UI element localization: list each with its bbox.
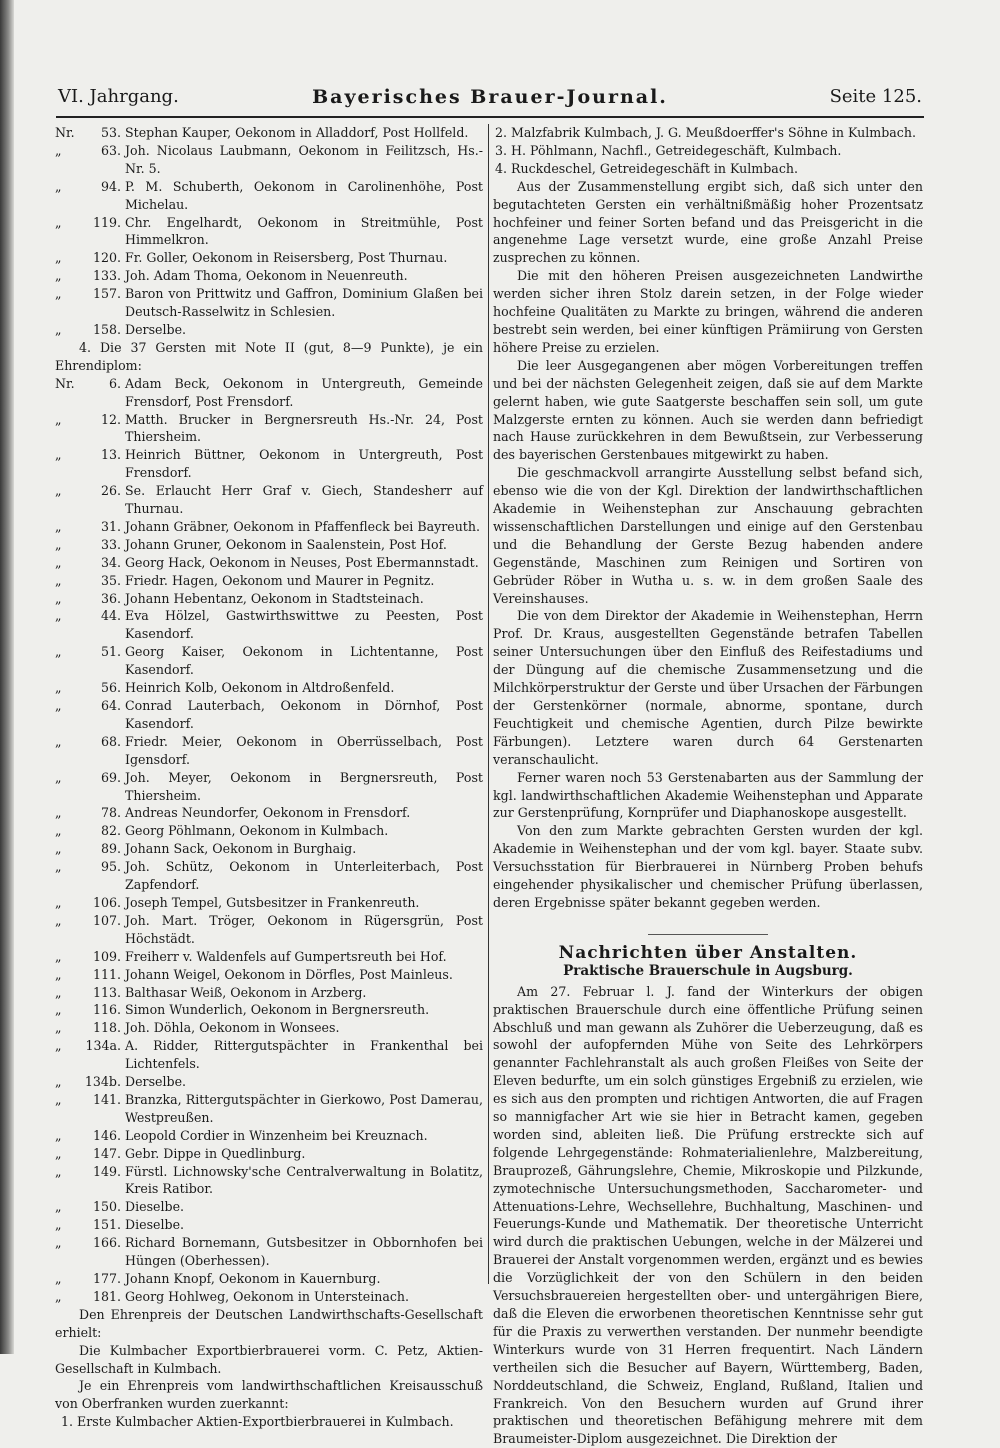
entry-text: Joh. Adam Thoma, Oekonom in Neuenreuth. (125, 268, 408, 284)
award-entry (55, 590, 483, 608)
entry-text: Friedr. Meier, Oekonom in Oberrüsselbach, Post Igensdorf. (125, 733, 483, 767)
award-entry (55, 1234, 483, 1270)
entry-prefix: „ (55, 859, 62, 875)
entry-prefix: „ (55, 590, 62, 606)
entry-prefix: „ (55, 948, 62, 964)
entry-text: Joh. Mart. Tröger, Oekonom in Rügersgrün, Post Höchstädt. (125, 912, 483, 946)
entry-text: Johann Weigel, Oekonom in Dörfles, Post Mainleus. (125, 966, 453, 982)
award-entry (55, 285, 483, 321)
award-entry (55, 1198, 483, 1216)
entry-prefix: „ (55, 698, 62, 713)
award-entry (55, 769, 483, 805)
prize-item: 1. Erste Kulmbacher Aktien-Exportbierbrauerei in Kulmbach. (61, 1414, 454, 1430)
award-entry (55, 142, 483, 178)
entry-text: Johann Gruner, Oekonom in Saalenstein, Post Hof. (125, 536, 447, 552)
entry-text: Andreas Neundorfer, Oekonom in Frensdorf. (125, 805, 411, 821)
report-paragraph: Die mit den höheren Preisen ausgezeichneten Landwirthe werden sicher ihren Stolz darein setzen, in der Folge wieder hochfeine Qualitäten zu Markte zu bringen, während die anderen bestrebt sein werden, bei einer künftigen Prämiirung von Gersten höhere Preise zu erzielen. (493, 268, 923, 355)
entry-text: Derselbe. (125, 1074, 187, 1090)
entry-prefix: „ (55, 142, 62, 158)
award-entry (55, 249, 483, 267)
entry-text: Fürstl. Lichnowsky'sche Centralverwaltung in Bolatitz, Kreis Ratibor. (125, 1163, 483, 1197)
report-paragraph: Die geschmackvoll arrangirte Ausstellung selbst befand sich, ebenso wie die von der Kgl. Direktion der landwirthschaftlichen Akademie in Weihenstephan zur Anschauung gebrachten wissenschaftlichen Darstellungen und einige auf den Gerstenbau und die Behandlung der Gerste Bezug habenden andere Gegenstände, Maschinen zum Reinigen und Sortiren von Gebrüder Röber in Wutha u. s. w. in dem großen Saale des Vereinshauses. (493, 465, 923, 606)
entry-prefix: „ (55, 733, 62, 749)
entry-number: 44. (100, 608, 121, 624)
entry-text: Conrad Lauterbach, Oekonom in Dörnhof, Post Kasendorf. (125, 698, 483, 731)
award-entry (55, 1127, 483, 1145)
award-entry (55, 214, 483, 250)
brauerschule-paragraph: Am 27. Februar l. J. fand der Winterkurs der obigen praktischen Brauerschule durch eine öffentliche Prüfung seinen Abschluß und man gewann als Zuhörer die Ueberzeugung, daß es sowohl der aufopfernden Mühe von Seite des Lehrkörpers genannter Fachlehranstalt als auch großen Fleißes von Seite der Eleven bedurfte, um ein solch günstiges Ergebniß zu erzielen, wie es sich aus den prompten und richtigen Antworten, die auf Fragen so mannigfacher Art wie sie hier in Betracht kamen, gegeben worden sind, ableiten ließ. Die Prüfung erstreckte sich auf folgende Lehrgegenstände: Rohmaterialienlehre, Malzbereitung, Brauprozeß, Gährungslehre, Chemie, Mikroskopie und Pilzkunde, zymotechnische Untersuchungsmethoden, Saccharometer- und Attenuations-Lehre, Wechsellehre, Buchhaltung, Maschinen- und Feuerungs-Kunde und Mathematik. Der theoretische Unterricht wird durch die praktischen Uebungen, welche in der Mälzerei und Brauerei der Anstalt vorgenommen werden, ergänzt und es bewies die Vorzüglichkeit der von den Schülern in den beiden Versuchsbrauereien hergestellten ober- und untergährigen Biere, daß die Eleven die erworbenen theoretischen Kenntnisse sehr gut für die Praxis zu verwerthen verstanden. Der nunmehr beendigte Winterkurs wurde von 31 Herren frequentirt. Nach Ländern vertheilen sich die Besucher auf Bayern, Württemberg, Baden, Norddeutschland, die Schweiz, England, Rußland, Italien und Frankreich. Von den Besuchern wurden auf Grund ihrer praktischen und theoretischen Befähigung mehrere mit dem Braumeister-Diplom ausgezeichnet. Die Direktion der (493, 983, 923, 1447)
award-entry (55, 411, 483, 447)
award-entry (55, 643, 483, 679)
journal-title: Bayerisches Brauer-Journal. (312, 86, 668, 108)
report-paragraph: Von den zum Markte gebrachten Gersten wurden der kgl. Akademie in Weihenstephan und der vom kgl. bayer. Staate subv. Versuchsstation für Bierbrauerei in Nürnberg Proben behufs eingehender physikalischer und chemischer Prüfung überlassen, deren Ergebnisse später bekannt gegeben werden. (493, 823, 923, 910)
entry-number: 95. (100, 859, 121, 875)
entry-prefix: „ (55, 268, 62, 284)
entry-prefix: „ (55, 1091, 62, 1107)
page-header (58, 86, 922, 112)
kulmbach-prize-paragraph: Die Kulmbacher Exportbierbrauerei vorm. C. Petz, Aktien-Gesellschaft in Kulmbach. (55, 1342, 483, 1376)
entry-text: Dieselbe. (125, 1217, 185, 1233)
award-entry (55, 518, 483, 536)
entry-number: 116. (92, 1002, 121, 1018)
entry-text: Gebr. Dippe in Quedlinburg. (125, 1145, 306, 1161)
entry-number: 64. (100, 698, 121, 713)
award-entry (55, 966, 483, 984)
award-entry (55, 1216, 483, 1234)
column-divider (488, 124, 489, 1284)
entry-prefix: „ (55, 483, 62, 499)
entry-prefix: „ (55, 1127, 62, 1143)
entry-number: 150. (92, 1199, 121, 1215)
entry-prefix: „ (55, 554, 62, 570)
award-entry (55, 178, 483, 214)
award-entry (55, 267, 483, 285)
entry-number: 63. (100, 142, 121, 158)
entry-number: 149. (92, 1163, 121, 1179)
award-entry (55, 1270, 483, 1288)
award-entry (55, 733, 483, 769)
entry-text: Balthasar Weiß, Oekonom in Arzberg. (125, 984, 367, 1000)
award-entry (55, 1163, 483, 1199)
entry-prefix: „ (55, 1235, 62, 1251)
entry-number: 13. (100, 447, 121, 463)
entry-prefix: „ (55, 286, 62, 302)
award-entry (55, 1019, 483, 1037)
entry-prefix: „ (55, 536, 62, 552)
award-entry (55, 607, 483, 643)
entry-prefix: „ (55, 1020, 62, 1036)
entry-number: 109. (92, 948, 121, 964)
award-entry (55, 858, 483, 894)
report-paragraph: Die von dem Direktor der Akademie in Weihenstephan, Herrn Prof. Dr. Kraus, ausgestellten Gegenstände betrafen Tabellen seiner Untersuchungen über den Einfluß des Reifestadiums und der Düngung auf die chemische Zusammensetzung und die Milchkörperstruktur der Gerste und über Ursachen der Färbungen der Gerstenkörner (normale, abnorme, spontane, durch Feuchtigkeit und chemische Agentien, durch Pilze bewirkte Färbungen). Letztere waren durch 64 Gerstenarten veranschaulicht. (493, 608, 923, 767)
award-entry (55, 1073, 483, 1091)
entry-number: 113. (92, 984, 121, 1000)
entry-text: Dieselbe. (125, 1199, 185, 1215)
entry-text: Johann Sack, Oekonom in Burghaig. (125, 841, 357, 857)
report-paragraph: Ferner waren noch 53 Gerstenabarten aus der Sammlung der kgl. landwirthschaftlichen Akademie Weihenstephan und Apparate zur Gerstenprüfung, Kornprüfer und Diaphanoskope ausgestellt. (493, 769, 923, 821)
award-entry (55, 822, 483, 840)
entry-text: Georg Pöhlmann, Oekonom in Kulmbach. (125, 823, 389, 839)
entry-number: 158. (92, 321, 121, 337)
entry-number: 146. (92, 1127, 121, 1143)
entry-number: 94. (100, 178, 121, 194)
entry-text: Stephan Kauper, Oekonom in Alladdorf, Post Hollfeld. (125, 125, 469, 140)
entry-number: 157. (92, 286, 121, 302)
entry-number: 134a. (85, 1038, 121, 1054)
entry-prefix: „ (55, 1002, 62, 1018)
volume-label: VI. Jahrgang. (58, 86, 179, 107)
entry-prefix: „ (55, 572, 62, 588)
entry-number: 119. (92, 214, 121, 230)
entry-number: 51. (100, 644, 121, 660)
dlg-prize-paragraph: Den Ehrenpreis der Deutschen Landwirthschafts-Gesellschaft erhielt: (55, 1306, 483, 1340)
entry-number: 133. (92, 268, 121, 284)
award-entry (55, 912, 483, 948)
entry-number: 82. (100, 823, 121, 839)
entry-number: 151. (92, 1217, 121, 1233)
page-number: Seite 125. (829, 86, 922, 107)
entry-text: Branzka, Rittergutspächter in Gierkowo, Post Damerau, Westpreußen. (125, 1091, 483, 1125)
entry-number: 166. (92, 1235, 121, 1251)
award-entry (55, 375, 483, 411)
award-entry (55, 554, 483, 572)
entry-prefix: „ (55, 1288, 62, 1304)
entry-prefix: Nr. (55, 375, 75, 391)
entry-prefix: „ (55, 1074, 62, 1090)
entry-text: Johann Hebentanz, Oekonom in Stadtsteinach. (125, 590, 424, 606)
entry-text: Johann Gräbner, Oekonom in Pfaffenfleck bei Bayreuth. (125, 518, 480, 534)
entry-number: 89. (100, 841, 121, 857)
entry-number: 33. (100, 536, 121, 552)
entry-prefix: „ (55, 608, 62, 624)
entry-prefix: „ (55, 1145, 62, 1161)
award-entry (55, 536, 483, 554)
entry-text: P. M. Schuberth, Oekonom in Carolinenhöhe, Post Michelau. (125, 178, 483, 212)
entry-text: Joseph Tempel, Gutsbesitzer in Frankenreuth. (125, 894, 420, 910)
entry-number: 141. (92, 1091, 121, 1107)
award-entry (55, 446, 483, 482)
award-entry (55, 482, 483, 518)
prize-list (493, 124, 923, 178)
entry-text: Simon Wunderlich, Oekonom in Bergnersreuth. (125, 1002, 430, 1018)
entry-prefix: „ (55, 321, 62, 337)
entry-text: Richard Bornemann, Gutsbesitzer in Obbornhofen bei Hüngen (Oberhessen). (125, 1235, 483, 1269)
entry-number: 68. (100, 733, 121, 749)
entry-number: 111. (92, 966, 121, 982)
award-entry (55, 1145, 483, 1163)
entry-prefix: „ (55, 644, 62, 660)
entry-prefix: „ (55, 518, 62, 534)
entry-prefix: „ (55, 1038, 62, 1054)
entry-prefix: „ (55, 894, 62, 910)
entry-prefix: „ (55, 178, 62, 194)
entry-number: 36. (100, 590, 121, 606)
entry-number: 56. (100, 680, 121, 696)
award-entry (55, 804, 483, 822)
entry-text: Fr. Goller, Oekonom in Reisersberg, Post Thurnau. (125, 250, 448, 266)
award-entry (55, 894, 483, 912)
award-entry (55, 840, 483, 858)
entry-prefix: „ (55, 805, 62, 821)
award-entry (55, 984, 483, 1002)
award-entry (55, 1037, 483, 1073)
entry-text: Leopold Cordier in Winzenheim bei Kreuznach. (125, 1127, 428, 1143)
entry-number: 118. (92, 1020, 121, 1036)
note-2-intro: 4. Die 37 Gersten mit Note II (gut, 8—9 Punkte), je ein Ehrendiplom: (55, 339, 483, 373)
award-entry (55, 948, 483, 966)
award-entry (55, 679, 483, 697)
right-column (493, 124, 923, 1448)
section-separator (648, 934, 768, 935)
entry-text: Johann Knopf, Oekonom in Kauernburg. (125, 1271, 381, 1286)
entry-prefix: „ (55, 823, 62, 839)
entry-number: 6. (108, 375, 121, 391)
entry-prefix: „ (55, 1217, 62, 1233)
entry-text: Baron von Prittwitz und Gaffron, Dominium Glaßen bei Deutsch-Rasselwitz in Schlesien. (125, 286, 483, 320)
entry-number: 177. (92, 1271, 121, 1286)
entry-prefix: Nr. (55, 125, 75, 140)
entry-text: Heinrich Kolb, Oekonom in Altdroßenfeld. (125, 680, 395, 696)
entry-number: 31. (100, 518, 121, 534)
entry-prefix: „ (55, 912, 62, 928)
report-paragraphs (493, 178, 923, 912)
entry-number: 107. (92, 912, 121, 928)
entry-text: Joh. Meyer, Oekonom in Bergnersreuth, Post Thiersheim. (125, 769, 483, 803)
book-binding-edge (0, 0, 14, 1354)
entry-text: Joh. Döhla, Oekonom in Wonsees. (125, 1020, 340, 1036)
entry-number: 53. (100, 125, 121, 140)
section-subtitle: Praktische Brauerschule in Augsburg. (563, 962, 853, 979)
entry-text: Se. Erlaucht Herr Graf v. Giech, Standesherr auf Thurnau. (125, 483, 483, 517)
prize-item: 4. Ruckdeschel, Getreidegeschäft in Kulmbach. (495, 160, 798, 176)
award-entry (55, 124, 483, 142)
entry-number: 78. (100, 805, 121, 821)
award-entry (55, 697, 483, 733)
entry-text: Matth. Brucker in Bergnersreuth Hs.-Nr. 24, Post Thiersheim. (125, 411, 483, 445)
entry-prefix: „ (55, 1271, 62, 1286)
entry-number: 181. (92, 1288, 121, 1304)
entry-number: 34. (100, 554, 121, 570)
entry-prefix: „ (55, 447, 62, 463)
award-list-note-2 (55, 375, 483, 1306)
award-entry (55, 1091, 483, 1127)
entry-prefix: „ (55, 411, 62, 427)
entry-number: 134b. (84, 1074, 121, 1090)
left-column (55, 124, 483, 1431)
entry-text: Freiherr v. Waldenfels auf Gumpertsreuth bei Hof. (125, 948, 447, 964)
entry-text: Georg Hack, Oekonom in Neuses, Post Ebermannstadt. (125, 554, 479, 570)
entry-text: Eva Hölzel, Gastwirthswittwe zu Peesten, Post Kasendorf. (125, 608, 483, 642)
award-entry (55, 572, 483, 590)
prize-item: 2. Malzfabrik Kulmbach, J. G. Meußdoerffer's Söhne in Kulmbach. (495, 125, 916, 140)
header-rule (56, 116, 924, 118)
entry-number: 26. (100, 483, 121, 499)
award-list-note-1 (55, 124, 483, 339)
entry-text: Joh. Schütz, Oekonom in Unterleiterbach, Post Zapfendorf. (125, 859, 483, 893)
entry-text: Georg Kaiser, Oekonom in Lichtentanne, Post Kasendorf. (125, 644, 483, 678)
entry-prefix: „ (55, 984, 62, 1000)
report-paragraph: Aus der Zusammenstellung ergibt sich, daß sich unter den begutachteten Gersten ein verhältnißmäßig hoher Prozentsatz hochfeiner und feiner Sorten befand und das Preisgericht in die angenehme Lage versetzt wurde, eine große Anzahl Preise zusprechen zu können. (493, 178, 923, 266)
entry-text: Adam Beck, Oekonom in Untergreuth, Gemeinde Frensdorf, Post Frensdorf. (125, 375, 483, 409)
entry-number: 106. (92, 894, 121, 910)
report-paragraph: Die leer Ausgegangenen aber mögen Vorbereitungen treffen und bei der nächsten Gelegenheit zeigen, daß sie auf dem Markte gelernt haben, wie gute Saatgerste beschaffen sein soll, um gute Malzgerste ernten zu können. Auch sie werden dann befriedigt nach Hause zurückkehren in dem Bewußtsein, zur Verbesserung des bayerischen Gerstenbaues mitgewirkt zu haben. (493, 357, 923, 463)
entry-number: 147. (92, 1145, 121, 1161)
entry-number: 120. (92, 250, 121, 266)
entry-number: 12. (100, 411, 121, 427)
entry-prefix: „ (55, 1199, 62, 1215)
entry-number: 35. (100, 572, 121, 588)
entry-text: Derselbe. (125, 321, 187, 337)
award-entry (55, 1288, 483, 1306)
entry-prefix: „ (55, 680, 62, 696)
entry-text: Georg Hohlweg, Oekonom in Untersteinach. (125, 1288, 410, 1304)
entry-number: 69. (100, 769, 121, 785)
entry-text: Heinrich Büttner, Oekonom in Untergreuth, Post Frensdorf. (125, 447, 483, 481)
entry-text: Chr. Engelhardt, Oekonom in Streitmühle, Post Himmelkron. (125, 214, 483, 248)
award-entry (55, 1001, 483, 1019)
entry-text: Friedr. Hagen, Oekonom und Maurer in Pegnitz. (125, 572, 435, 588)
entry-text: Joh. Nicolaus Laubmann, Oekonom in Feilitzsch, Hs.-Nr. 5. (125, 142, 483, 176)
entry-prefix: „ (55, 1163, 62, 1179)
section-title: Nachrichten über Anstalten. (558, 942, 858, 963)
entry-prefix: „ (55, 841, 62, 857)
entry-prefix: „ (55, 966, 62, 982)
prize-item: 3. H. Pöhlmann, Nachfl., Getreidegeschäft, Kulmbach. (495, 142, 842, 158)
entry-prefix: „ (55, 250, 62, 266)
award-entry (55, 321, 483, 339)
entry-prefix: „ (55, 769, 62, 785)
kreisausschuss-paragraph: Je ein Ehrenpreis vom landwirthschaftlichen Kreisausschuß von Oberfranken wurden zuerkannt: (55, 1378, 483, 1412)
entry-text: A. Ridder, Rittergutspächter in Frankenthal bei Lichtenfels. (125, 1038, 483, 1072)
entry-prefix: „ (55, 214, 62, 230)
